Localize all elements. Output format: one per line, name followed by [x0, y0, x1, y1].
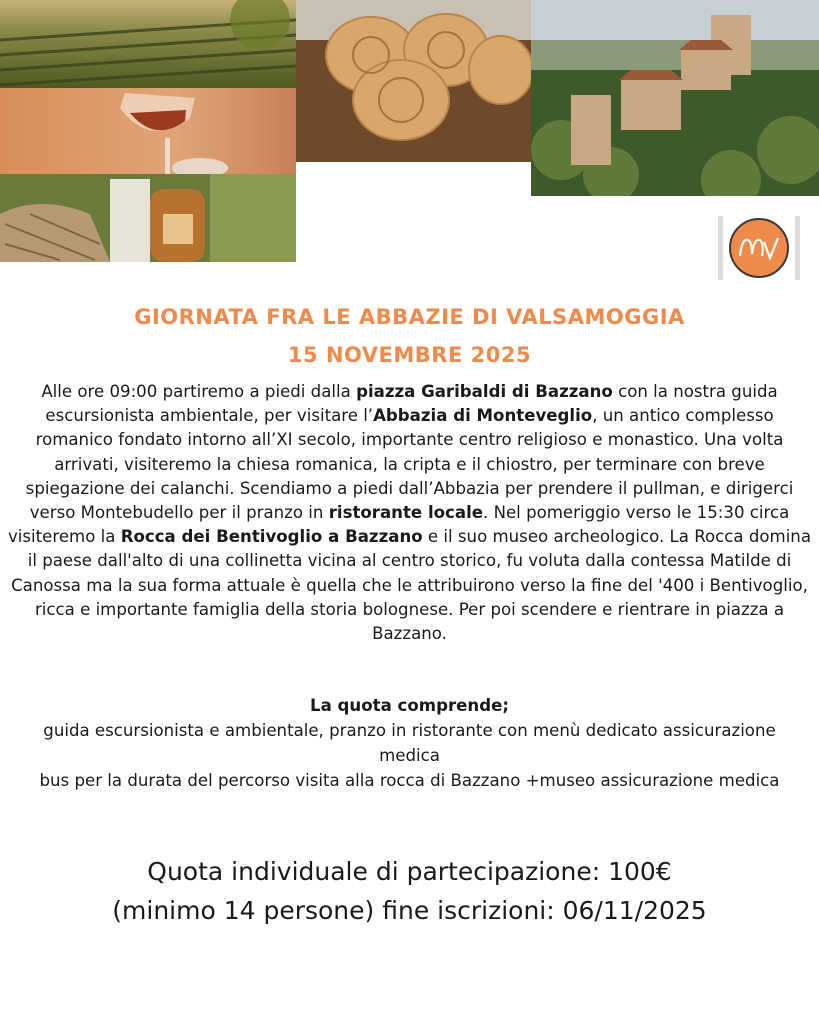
body-text: romanico fondato intorno all’XI secolo, importante centro religioso e monastico. Una volta	[35, 430, 784, 450]
svg-text:MV: MV	[759, 248, 761, 249]
included-line: medica	[379, 746, 440, 765]
description-line	[0, 574, 819, 598]
body-text: il paese dall'alto di una collinetta vicina al centro storico, fu voluta dalla contessa Matilde di	[27, 551, 792, 571]
body-text: ricca e importante famiglia della storia bolognese. Per poi scendere e rientrare in piazza a	[34, 599, 785, 619]
description-line	[0, 380, 819, 404]
included-heading: La quota comprende;	[310, 696, 509, 715]
highlight-text: ristorante locale	[328, 503, 484, 523]
village-castle-photo	[531, 0, 819, 196]
body-text: Alle ore 09:00 partiremo a piedi dalla	[41, 382, 357, 401]
event-description	[0, 380, 819, 646]
included-section	[0, 693, 819, 793]
body-text: Canossa ma la sua forma attuale è quella che le attribuirono verso la fine del '400 i Bentivoglio,	[11, 575, 808, 595]
event-date: 15 NOVEMBRE 2025	[287, 343, 532, 367]
description-line	[0, 477, 819, 501]
body-text: verso Montebudello per il pranzo in	[29, 503, 329, 523]
event-title: GIORNATA FRA LE ABBAZIE DI VALSAMOGGIA	[134, 305, 685, 329]
included-line: guida escursionista e ambientale, pranzo in ristorante con menù dedicato assicurazione	[43, 721, 776, 740]
highlight-text: piazza Garibaldi di Bazzano	[356, 382, 613, 401]
description-line	[0, 404, 819, 428]
description-line	[0, 525, 819, 549]
highlight-text: Abbazia di Monteveglio	[373, 406, 593, 426]
vineyard-photo	[0, 0, 296, 88]
body-text: visiteremo la	[7, 527, 121, 547]
price-line: Quota individuale di partecipazione: 100€	[147, 857, 672, 886]
picnic-basket-photo	[0, 174, 296, 262]
body-text: Bazzano.	[372, 624, 447, 644]
description-line	[0, 501, 819, 525]
body-text: , un antico complesso	[592, 406, 774, 426]
body-text: . Nel pomeriggio verso le 15:30 circa	[483, 503, 790, 523]
description-line	[0, 428, 819, 452]
deadline-line: (minimo 14 persone) fine iscrizioni: 06/11/2025	[112, 896, 707, 925]
description-line	[0, 453, 819, 477]
crescentine-photo	[296, 0, 531, 162]
price-section	[0, 852, 819, 930]
included-line: bus per la durata del percorso visita alla rocca di Bazzano +museo assicurazione medica	[39, 771, 780, 790]
highlight-text: Rocca dei Bentivoglio a Bazzano	[120, 527, 423, 547]
description-line	[0, 622, 819, 646]
description-line	[0, 549, 819, 573]
mv-circle-logo	[718, 216, 800, 280]
wine-glass-photo	[0, 88, 296, 174]
body-text: escursionista ambientale, per visitare l’	[45, 406, 374, 426]
body-text: spiegazione dei calanchi. Scendiamo a piedi dall’Abbazia per prendere il pullman, e dirigerci	[25, 478, 794, 498]
body-text: e il suo museo archeologico. La Rocca domina	[422, 527, 811, 547]
body-text: arrivati, visiteremo la chiesa romanica, la cripta e il chiostro, per terminare con breve	[54, 454, 765, 474]
description-line	[0, 598, 819, 622]
body-text: con la nostra guida	[612, 382, 778, 401]
